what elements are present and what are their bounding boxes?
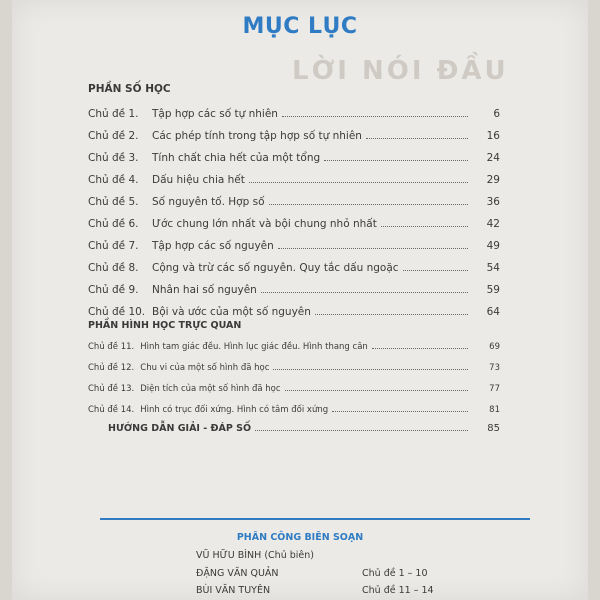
toc-entry-title: Các phép tính trong tập hợp số tự nhiên	[152, 130, 362, 142]
section-heading-arithmetic: PHẦN SỐ HỌC	[88, 83, 171, 95]
toc-entry-page: 36	[486, 196, 500, 208]
toc-entry-page: 29	[486, 174, 500, 186]
toc-entry-label: Chủ đề 10.	[88, 306, 146, 318]
author-name: VŨ HỮU BÌNH (Chủ biên)	[196, 550, 314, 561]
leader-dots	[403, 270, 468, 271]
page-title: MỤC LỤC	[242, 14, 358, 39]
author-name: BÙI VĂN TUYÊN	[196, 585, 271, 596]
toc-entry[interactable]	[88, 170, 500, 186]
toc-entry[interactable]	[88, 378, 500, 394]
toc-entry[interactable]	[88, 126, 500, 142]
leader-dots	[273, 369, 468, 370]
book-page	[12, 0, 588, 600]
toc-entry-label: Chủ đề 6.	[88, 218, 139, 230]
leader-dots	[278, 248, 468, 249]
toc-entry[interactable]	[88, 302, 500, 318]
toc-entry[interactable]	[88, 258, 500, 274]
toc-entry-label: Chủ đề 11.	[88, 342, 135, 352]
toc-entry-label: Chủ đề 4.	[88, 174, 139, 186]
toc-entry-page: 59	[486, 284, 500, 296]
toc-entry[interactable]	[88, 336, 500, 352]
toc-entry-page: 54	[486, 262, 500, 274]
leader-dots	[282, 116, 468, 117]
toc-entry-title: Tập hợp các số tự nhiên	[152, 108, 278, 120]
toc-entry[interactable]	[88, 357, 500, 373]
toc-entry-page: 77	[489, 384, 500, 394]
toc-entry[interactable]	[88, 148, 500, 164]
leader-dots	[381, 226, 468, 227]
toc-entry[interactable]	[88, 104, 500, 120]
toc-entry[interactable]	[88, 192, 500, 208]
toc-entry-page: 64	[486, 306, 500, 318]
leader-dots	[269, 204, 468, 205]
toc-entry-title: Tập hợp các số nguyên	[152, 240, 274, 252]
toc-entry-label: Chủ đề 1.	[88, 108, 139, 120]
toc-entry-page: 49	[486, 240, 500, 252]
toc-entry-title: Ước chung lớn nhất và bội chung nhỏ nhất	[152, 218, 377, 230]
toc-entry-title: Hình có trục đối xứng. Hình có tâm đối xứng	[140, 405, 329, 415]
leader-dots	[315, 314, 468, 315]
leader-dots	[372, 348, 468, 349]
toc-entry-page: 42	[486, 218, 500, 230]
leader-dots	[366, 138, 468, 139]
toc-entry-label: Chủ đề 8.	[88, 262, 139, 274]
toc-entry-title: Số nguyên tố. Hợp số	[152, 196, 265, 208]
toc-entry-title: Tính chất chia hết của một tổng	[152, 152, 321, 164]
toc-entry-page: 73	[489, 363, 500, 373]
toc-entry-page: 16	[486, 130, 500, 142]
toc-entry-title: Cộng và trừ các số nguyên. Quy tắc dấu ngoặc	[152, 262, 399, 274]
toc-entry-page: 81	[489, 405, 500, 415]
toc-entry-title: Bội và ước của một số nguyên	[152, 306, 311, 318]
toc-entry-label: Chủ đề 2.	[88, 130, 139, 142]
toc-entry-label: Chủ đề 3.	[88, 152, 139, 164]
author-assignment: Chủ đề 1 – 10	[362, 568, 428, 579]
bleed-through-text: LỜI NÓI ĐẦU	[292, 56, 509, 86]
toc-entry-label: Chủ đề 14.	[88, 405, 135, 415]
leader-dots	[255, 430, 468, 431]
toc-entry-label: Chủ đề 12.	[88, 363, 135, 373]
leader-dots	[261, 292, 468, 293]
toc-entry-page: 69	[489, 342, 500, 352]
author-name: ĐẶNG VĂN QUẢN	[196, 568, 279, 579]
toc-entry[interactable]	[88, 399, 500, 415]
toc-entry[interactable]	[88, 280, 500, 296]
toc-entry-title: Hình tam giác đều. Hình lục giác đều. Hình thang cân	[140, 342, 368, 352]
toc-entry-label: Chủ đề 5.	[88, 196, 139, 208]
answers-title: HƯỚNG DẪN GIẢI - ĐÁP SỐ	[108, 423, 252, 434]
divider-line	[100, 518, 530, 520]
toc-entry-label: Chủ đề 7.	[88, 240, 139, 252]
leader-dots	[285, 390, 468, 391]
author-assignment: Chủ đề 11 – 14	[362, 585, 434, 596]
credits-title: PHÂN CÔNG BIÊN SOẠN	[236, 532, 364, 543]
toc-entry-title: Dấu hiệu chia hết	[152, 174, 245, 186]
toc-entry-page: 6	[493, 108, 500, 120]
section-heading-geometry: PHẦN HÌNH HỌC TRỰC QUAN	[88, 320, 242, 331]
answers-page: 85	[487, 423, 500, 434]
toc-entry[interactable]	[88, 214, 500, 230]
leader-dots	[324, 160, 468, 161]
toc-entry-label: Chủ đề 9.	[88, 284, 139, 296]
toc-entry-title: Diện tích của một số hình đã học	[140, 384, 281, 394]
toc-entry-label: Chủ đề 13.	[88, 384, 135, 394]
toc-entry[interactable]	[88, 236, 500, 252]
toc-entry-title: Chu vi của một số hình đã học	[140, 363, 270, 373]
toc-entry-answers[interactable]	[108, 418, 500, 434]
toc-entry-page: 24	[486, 152, 500, 164]
leader-dots	[332, 411, 468, 412]
toc-entry-title: Nhân hai số nguyên	[152, 284, 257, 296]
leader-dots	[249, 182, 468, 183]
